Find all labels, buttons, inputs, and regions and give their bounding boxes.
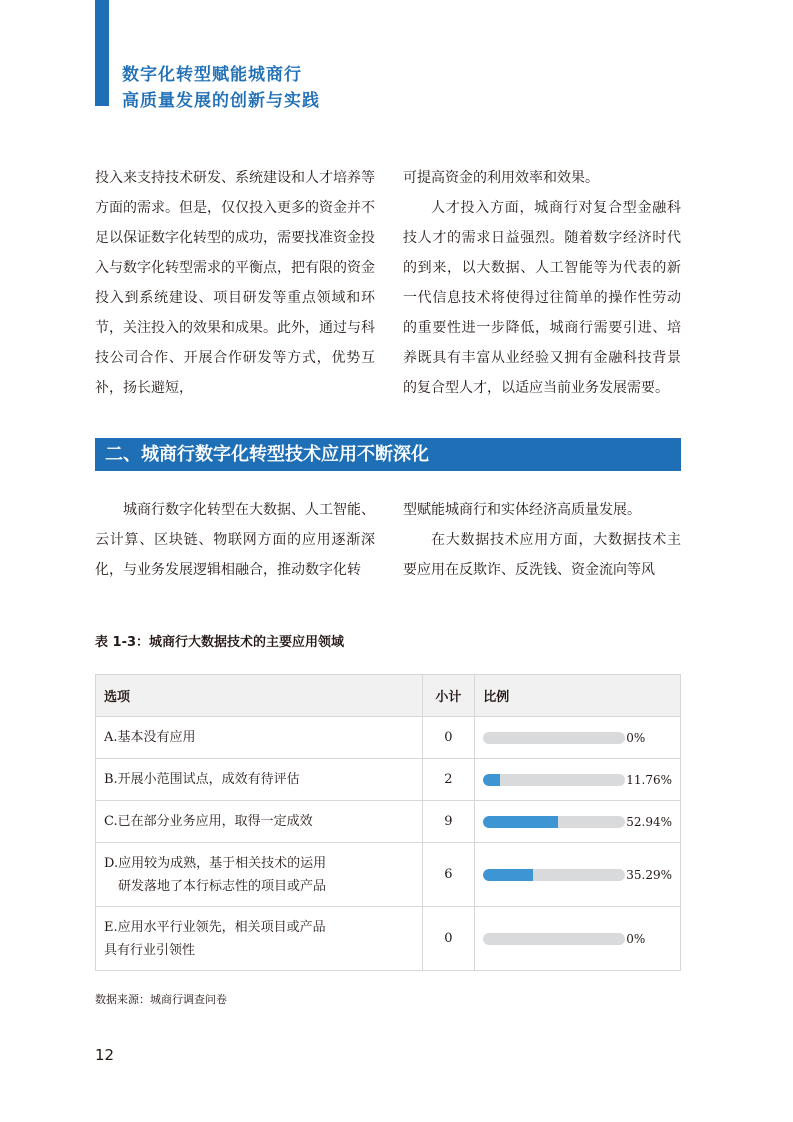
option-line1: E.应用水平行业领先，相关项目或产品 (104, 919, 326, 935)
option-text (104, 810, 414, 833)
ratio-bar (483, 815, 672, 829)
header-count: 小计 (422, 675, 475, 717)
ratio-bar (483, 773, 672, 787)
table-row (96, 843, 681, 907)
option-text (104, 852, 414, 898)
option-cell (96, 759, 423, 801)
option-line2: 研发落地了本行标志性的项目或产品 (118, 878, 327, 894)
header-option: 选项 (96, 675, 423, 717)
survey-table (95, 674, 681, 971)
table-header-row (96, 675, 681, 717)
paragraph: 可提高资金的利用效率和效果。 (403, 170, 599, 186)
body-mid-right-column (403, 495, 681, 585)
ratio-cell (475, 843, 681, 907)
option-text (104, 916, 414, 962)
running-header-line1: 数字化转型赋能城商行 (122, 65, 302, 85)
table-row (96, 717, 681, 759)
ratio-bar (483, 731, 672, 745)
header-accent-bar (95, 0, 109, 106)
progress-track (483, 933, 625, 945)
paragraph: 型赋能城商行和实体经济高质量发展。 (403, 502, 641, 518)
ratio-cell (475, 801, 681, 843)
paragraph: 人才投入方面，城商行对复合型金融科技人才的需求日益强烈。随着数字经济时代的到来，以大数据、人工智能等为代表的新一代信息技术将使得过往简单的操作性劳动的重要性进一步降低，城商行需要引进、培养既具有丰富从业经验又拥有金融科技背景的复合型人才，以适应当前业务发展需要。 (403, 200, 681, 396)
percent-label: 52.94% (626, 814, 672, 829)
header-ratio: 比例 (475, 675, 681, 717)
percent-label: 0% (626, 931, 646, 946)
data-source-note: 数据来源：城商行调查问卷 (95, 993, 227, 1006)
count-cell: 0 (422, 717, 475, 759)
ratio-cell (475, 717, 681, 759)
option-line1: B.开展小范围试点，成效有待评估 (104, 772, 300, 787)
paragraph: 投入来支持技术研发、系统建设和人才培养等方面的需求。但是，仅仅投入更多的资金并不足以保证数字化转型的成功，需要找准资金投入与数字化转型需求的平衡点，把有限的资金投入到系统建设、项目研发等重点领域和环节，关注投入的效果和成果。此外，通过与科技公司合作、开展合作研发等方式，优势互补，扬长避短， (95, 170, 375, 396)
progress-track (483, 816, 625, 828)
progress-fill (483, 816, 558, 828)
progress-track (483, 732, 625, 744)
ratio-cell (475, 759, 681, 801)
option-line1: A.基本没有应用 (104, 730, 196, 745)
table-row (96, 801, 681, 843)
progress-fill (483, 774, 500, 786)
count-cell: 0 (422, 907, 475, 971)
percent-label: 35.29% (626, 867, 672, 882)
progress-track (483, 774, 625, 786)
option-cell (96, 843, 423, 907)
percent-label: 11.76% (626, 772, 672, 787)
option-cell (96, 801, 423, 843)
option-line1: C.已在部分业务应用，取得一定成效 (104, 814, 313, 829)
section-heading: 二、城商行数字化转型技术应用不断深化 (95, 438, 681, 471)
table-caption: 表 1-3：城商行大数据技术的主要应用领域 (95, 635, 345, 650)
running-header-line2: 高质量发展的创新与实践 (122, 91, 320, 111)
count-cell: 2 (422, 759, 475, 801)
page-number: 12 (95, 1046, 115, 1064)
count-cell: 6 (422, 843, 475, 907)
progress-track (483, 869, 625, 881)
paragraph: 在大数据技术应用方面，大数据技术主要应用在反欺诈、反洗钱、资金流向等风 (403, 532, 681, 578)
progress-fill (483, 869, 533, 881)
table-row (96, 907, 681, 971)
percent-label: 0% (626, 730, 646, 745)
table-row (96, 759, 681, 801)
option-cell (96, 717, 423, 759)
body-mid-left-column (95, 495, 375, 585)
ratio-bar (483, 868, 672, 882)
body-top-right-column (403, 163, 681, 403)
option-text (104, 726, 414, 749)
running-header (122, 62, 320, 114)
paragraph: 城商行数字化转型在大数据、人工智能、云计算、区块链、物联网方面的应用逐渐深化，与业务发展逻辑相融合，推动数字化转 (95, 502, 375, 578)
option-line1: D.应用较为成熟，基于相关技术的运用 (104, 855, 327, 871)
option-line2: 具有行业引领性 (104, 942, 196, 958)
option-cell (96, 907, 423, 971)
option-text (104, 768, 414, 791)
body-top-left-column (95, 163, 375, 403)
ratio-bar (483, 932, 672, 946)
ratio-cell (475, 907, 681, 971)
count-cell: 9 (422, 801, 475, 843)
